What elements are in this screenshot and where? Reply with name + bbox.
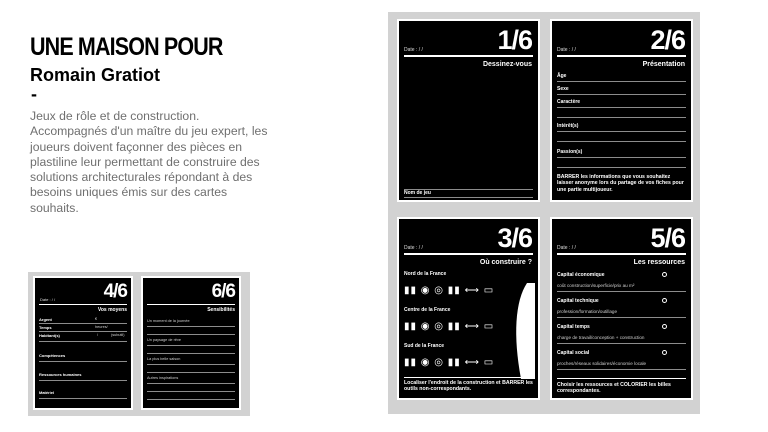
region-south: Sud de la France (404, 343, 445, 349)
field-age: Âge (557, 73, 567, 79)
unit-euro: € (95, 317, 98, 321)
field-line (147, 334, 235, 335)
field-line (147, 353, 235, 354)
card-1-draw-yourself (397, 19, 540, 202)
field-line (557, 107, 686, 108)
field-line (557, 167, 686, 168)
field-line (557, 94, 686, 95)
field-line (39, 341, 127, 342)
tools-icons-row: ▮▮ ◉ ◎ ▮▮ ⟷ ▭ (404, 321, 495, 332)
card-number: 3/6 (497, 223, 532, 253)
region-north: Nord de la France (404, 271, 447, 277)
resource-detail: charge de travail/conception + construction (557, 335, 645, 340)
card-number: 5/6 (650, 223, 685, 253)
description-text: Jeux de rôle et de construction. Accompagnés d'un maître du jeu expert, les joueurs doivent façonner des pièces en plastiline leur permettant de construire des solutions architecturales répondant à des besoins uniques émis sur des cartes souhaits. (30, 109, 268, 215)
date-field: Date : / / (557, 245, 576, 251)
field-inhabitants: Habitant(s) (39, 333, 60, 338)
section-title: Les ressources (633, 259, 685, 266)
resource-technical: Capital technique (557, 298, 599, 304)
bubble-icon[interactable] (662, 324, 667, 329)
field-line (557, 141, 686, 142)
separator-dash: - (31, 84, 37, 104)
field-line (557, 317, 686, 318)
card-number: 1/6 (497, 25, 532, 55)
bubble-icon[interactable] (662, 272, 667, 277)
section-title: Sensibilités (207, 307, 235, 313)
field-line (147, 399, 235, 400)
field-line (147, 383, 235, 384)
field-dream-landscape: Un paysage de rêve (147, 338, 181, 342)
note-line (557, 378, 686, 379)
resource-social: Capital social (557, 350, 590, 356)
title-rule (147, 304, 235, 305)
card-number: 6/6 (211, 281, 235, 302)
field-line (39, 331, 127, 332)
resource-detail: profession/formation/outillage (557, 309, 618, 314)
author-name: Romain Gratiot (30, 65, 161, 85)
field-line (557, 117, 686, 118)
footer-line-2 (404, 197, 533, 198)
card-4-your-means (33, 276, 133, 410)
field-best-season: La plus belle saison (147, 357, 181, 361)
region-center: Centre de la France (404, 307, 451, 313)
field-line (39, 398, 127, 399)
field-human-resources: Ressources humaines (39, 372, 82, 377)
section-title: Où construire ? (479, 259, 532, 266)
field-passions: Passion(s) (557, 149, 583, 155)
note-line (404, 377, 533, 378)
unit-slash: / (97, 333, 99, 337)
date-field: Date : / / (404, 245, 423, 251)
title-rule (557, 253, 686, 255)
date-field: Date : / / (404, 47, 423, 53)
bubble-icon[interactable] (662, 298, 667, 303)
anonymity-note: BARRER les informations que vous souhaitez laisser anonyme lors du partage de vos fiches pour une partie multijoueur. (557, 174, 684, 193)
card-3-where-to-build (397, 217, 540, 400)
field-interests: Intérêt(s) (557, 123, 579, 129)
field-money: Argent (39, 317, 52, 322)
field-line (39, 361, 127, 362)
field-sex: Sexe (557, 86, 569, 92)
page-title: UNE MAISON POUR (30, 33, 223, 61)
france-map-outline (507, 281, 537, 381)
title-rule (404, 253, 533, 255)
title-rule (39, 304, 127, 305)
field-line (557, 131, 686, 132)
date-field: Date : / / (40, 297, 56, 302)
resources-note: Choisir les ressources et COLORIER les billes correspondantes. (557, 382, 671, 395)
field-line (557, 343, 686, 344)
title-rule (557, 55, 686, 57)
bubble-icon[interactable] (662, 350, 667, 355)
field-line (147, 345, 235, 346)
date-field: Date : / / (557, 47, 576, 53)
resource-time: Capital temps (557, 324, 590, 330)
resource-detail: coût construction/superficie/prix au m² (557, 283, 635, 288)
resource-detail: proches/réseaux solidaires/économie locale (557, 361, 647, 366)
field-material: Matériel (39, 390, 55, 395)
field-line (557, 157, 686, 158)
unit-subutil: (subutil) (111, 333, 125, 337)
card-2-presentation (550, 19, 693, 202)
field-other-inspirations: Autres inspirations (147, 376, 179, 380)
field-line (147, 326, 235, 327)
title-rule (404, 55, 533, 57)
field-time: Temps (39, 325, 52, 330)
field-line (39, 380, 127, 381)
field-line (557, 81, 686, 82)
field-line (39, 323, 127, 324)
section-title: Dessinez-vous (482, 61, 532, 68)
field-line (147, 372, 235, 373)
field-line (147, 391, 235, 392)
field-skills: Compétences (39, 353, 66, 358)
field-line (557, 291, 686, 292)
card-number: 4/6 (103, 281, 127, 302)
resource-economic: Capital économique (557, 272, 605, 278)
field-line (557, 369, 686, 370)
field-time-of-day: Un moment de la journée (147, 319, 190, 323)
card-6-sensitivities (141, 276, 241, 410)
unit-hours: heures/ (95, 325, 108, 329)
location-note: Localiser l'endroit de la construction et BARRER les outils non-correspondants. (404, 380, 533, 393)
tools-icons-row: ▮▮ ◉ ◎ ▮▮ ⟷ ▭ (404, 357, 495, 368)
section-title: Vos moyens (97, 307, 127, 313)
section-title: Présentation (642, 61, 685, 68)
tools-icons-row: ▮▮ ◉ ◎ ▮▮ ⟷ ▭ (404, 285, 495, 296)
player-name-label: Nom de jeu (404, 190, 431, 196)
field-line (147, 364, 235, 365)
field-character: Caractère (557, 99, 581, 105)
card-5-resources (550, 217, 693, 400)
card-number: 2/6 (650, 25, 685, 55)
